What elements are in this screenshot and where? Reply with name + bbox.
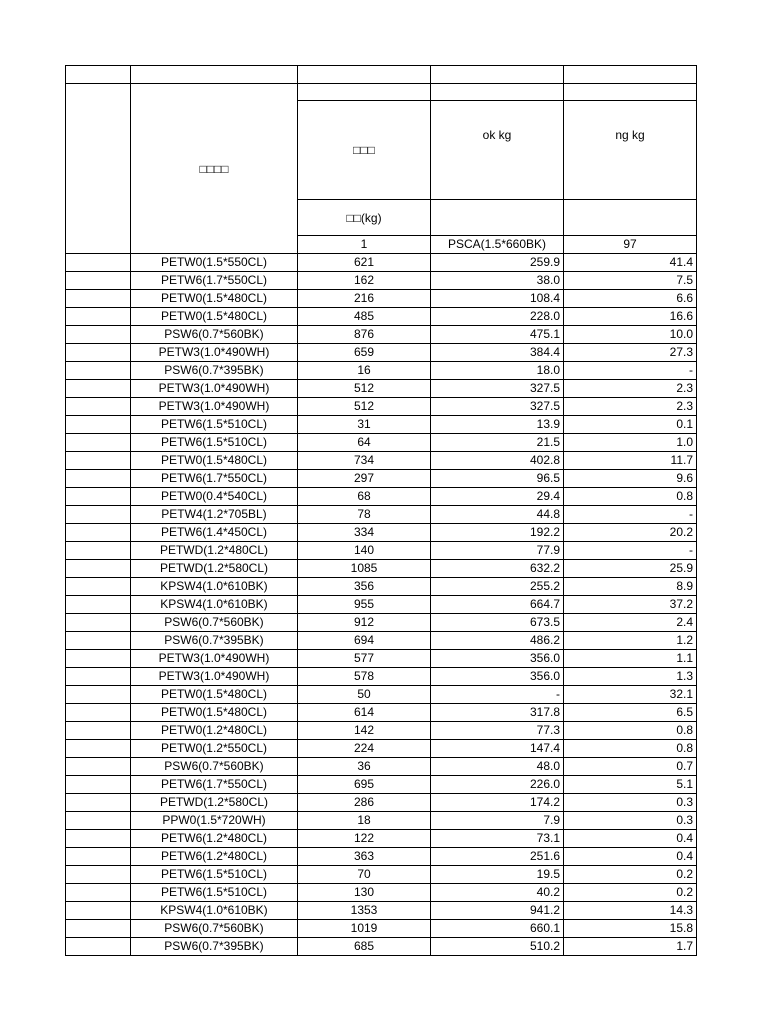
ng-kg-cell: 0.3 xyxy=(564,812,697,830)
product-name-cell: KPSW4(1.0*610BK) xyxy=(131,902,298,920)
product-name-cell: PSW6(0.7*395BK) xyxy=(131,938,298,956)
weight-cell: 876 xyxy=(298,326,431,344)
row-number-cell xyxy=(66,398,131,416)
weight-cell: 70 xyxy=(298,866,431,884)
table-row xyxy=(66,740,697,758)
product-name-cell: PETW0(1.5*480CL) xyxy=(131,686,298,704)
row-number-cell xyxy=(66,830,131,848)
ng-kg-cell: 1.1 xyxy=(564,650,697,668)
row-number-cell xyxy=(66,524,131,542)
row-number-cell xyxy=(66,650,131,668)
blank-cell xyxy=(298,66,431,84)
row-number-cell xyxy=(66,452,131,470)
row-number-cell xyxy=(66,686,131,704)
table-row xyxy=(66,776,697,794)
product-name-cell: PETW3(1.0*490WH) xyxy=(131,380,298,398)
ng-kg-cell: 8.9 xyxy=(564,578,697,596)
ok-kg-cell: 660.1 xyxy=(431,920,564,938)
ng-kg-cell: 15.8 xyxy=(564,920,697,938)
row-number-cell xyxy=(66,632,131,650)
row-number-cell xyxy=(66,344,131,362)
table-row xyxy=(66,812,697,830)
ok-kg-cell: 475.1 xyxy=(431,326,564,344)
row-number-cell xyxy=(66,704,131,722)
blank-cell xyxy=(131,66,298,84)
product-name-cell: PETW6(1.5*510CL) xyxy=(131,884,298,902)
blank-cell xyxy=(298,84,431,101)
weight-cell: 16 xyxy=(298,362,431,380)
product-name-cell: PETW3(1.0*490WH) xyxy=(131,668,298,686)
ng-kg-cell: - xyxy=(564,506,697,524)
ok-kg-cell: 48.0 xyxy=(431,758,564,776)
ng-kg-cell: 1.7 xyxy=(564,938,697,956)
row-number-cell xyxy=(66,866,131,884)
product-name-cell: PSW6(0.7*560BK) xyxy=(131,920,298,938)
product-name-cell: PSW6(0.7*395BK) xyxy=(131,362,298,380)
product-name-cell: PETW6(1.2*480CL) xyxy=(131,848,298,866)
ng-kg-cell: 9.6 xyxy=(564,470,697,488)
product-name-cell: KPSW4(1.0*610BK) xyxy=(131,596,298,614)
table-row xyxy=(66,632,697,650)
row-number-cell xyxy=(66,560,131,578)
table-row xyxy=(66,470,697,488)
row-number-cell xyxy=(66,596,131,614)
table-row xyxy=(66,668,697,686)
ok-kg-cell: 356.0 xyxy=(431,650,564,668)
ok-kg-cell: 673.5 xyxy=(431,614,564,632)
row-number-cell xyxy=(66,776,131,794)
product-name-cell: PETW0(1.2*480CL) xyxy=(131,722,298,740)
ng-kg-cell: - xyxy=(564,362,697,380)
table-row xyxy=(66,722,697,740)
blank-cell xyxy=(564,200,697,236)
product-name-cell: PSW6(0.7*560BK) xyxy=(131,326,298,344)
weight-cell: 224 xyxy=(298,740,431,758)
ok-kg-cell: 632.2 xyxy=(431,560,564,578)
row-number-cell xyxy=(66,794,131,812)
product-name-header: □□□□ xyxy=(131,84,298,254)
weight-cell: 97 xyxy=(564,236,697,254)
ng-kg-cell: 2.3 xyxy=(564,380,697,398)
weight-cell: 659 xyxy=(298,344,431,362)
blank-header-row xyxy=(66,66,697,84)
ng-kg-cell: 5.1 xyxy=(564,776,697,794)
row-number-cell xyxy=(66,326,131,344)
product-name-cell: PETW0(0.4*540CL) xyxy=(131,488,298,506)
table-row xyxy=(66,344,697,362)
product-name-cell: PSW6(0.7*560BK) xyxy=(131,614,298,632)
table-row xyxy=(66,290,697,308)
weight-cell: 334 xyxy=(298,524,431,542)
ok-kg-cell: 29.4 xyxy=(431,488,564,506)
ok-kg-cell: 941.2 xyxy=(431,902,564,920)
ng-kg-cell: 1.0 xyxy=(564,434,697,452)
total-weight-header: □□□ xyxy=(298,101,431,200)
weight-cell: 286 xyxy=(298,794,431,812)
blank-cell xyxy=(564,84,697,101)
row-number-cell xyxy=(66,416,131,434)
ng-kg-cell: 0.4 xyxy=(564,848,697,866)
ok-kg-cell: 327.5 xyxy=(431,380,564,398)
ok-kg-cell: 510.2 xyxy=(431,938,564,956)
ng-kg-cell: 0.2 xyxy=(564,866,697,884)
ng-kg-cell: 1.2 xyxy=(564,632,697,650)
table-row xyxy=(66,938,697,956)
weight-cell: 1019 xyxy=(298,920,431,938)
row-number-cell xyxy=(66,614,131,632)
ok-kg-cell: 664.7 xyxy=(431,596,564,614)
table-row xyxy=(66,326,697,344)
weight-cell: 363 xyxy=(298,848,431,866)
table-row xyxy=(66,308,697,326)
weight-cell: 78 xyxy=(298,506,431,524)
row-number-cell xyxy=(66,848,131,866)
weight-cell: 130 xyxy=(298,884,431,902)
product-name-cell: PSW6(0.7*560BK) xyxy=(131,758,298,776)
table-row xyxy=(66,866,697,884)
ng-kg-cell: 41.4 xyxy=(564,254,697,272)
no-header-cell xyxy=(66,84,131,254)
ok-kg-cell: 192.2 xyxy=(431,524,564,542)
ng-kg-cell: 0.1 xyxy=(564,416,697,434)
ng-kg-cell: 14.3 xyxy=(564,902,697,920)
weight-cell: 1085 xyxy=(298,560,431,578)
row-number-cell xyxy=(66,308,131,326)
ng-kg-cell: 1.3 xyxy=(564,668,697,686)
row-number-cell xyxy=(66,488,131,506)
ng-kg-cell: 2.4 xyxy=(564,614,697,632)
product-name-cell: PETW6(1.5*510CL) xyxy=(131,416,298,434)
table-row xyxy=(66,524,697,542)
product-name-cell: PETW6(1.4*450CL) xyxy=(131,524,298,542)
ok-kg-cell: 402.8 xyxy=(431,452,564,470)
row-number-cell xyxy=(66,812,131,830)
table-row xyxy=(66,488,697,506)
weight-cell: 356 xyxy=(298,578,431,596)
ok-kg-header: ok kg xyxy=(431,101,564,200)
ok-kg-cell: 96.5 xyxy=(431,470,564,488)
ng-kg-cell: 37.2 xyxy=(564,596,697,614)
table-row xyxy=(66,902,697,920)
product-name-cell: PETW6(1.5*510CL) xyxy=(131,434,298,452)
row-number-cell xyxy=(66,902,131,920)
ok-kg-cell: 40.2 xyxy=(431,884,564,902)
ng-kg-cell: 25.9 xyxy=(564,560,697,578)
product-name-cell: PETW3(1.0*490WH) xyxy=(131,650,298,668)
table-row xyxy=(66,452,697,470)
weight-cell: 955 xyxy=(298,596,431,614)
ng-kg-cell: 2.3 xyxy=(564,398,697,416)
ok-kg-cell: 251.6 xyxy=(431,848,564,866)
weight-cell: 614 xyxy=(298,704,431,722)
weight-cell: 68 xyxy=(298,488,431,506)
weight-cell: 216 xyxy=(298,290,431,308)
table-row xyxy=(66,416,697,434)
ok-kg-cell: 356.0 xyxy=(431,668,564,686)
ng-kg-cell: 16.6 xyxy=(564,308,697,326)
product-name-cell: PETW0(1.5*550CL) xyxy=(131,254,298,272)
row-number-cell xyxy=(66,470,131,488)
weight-cell: 577 xyxy=(298,650,431,668)
table-row xyxy=(66,596,697,614)
row-number-cell xyxy=(66,938,131,956)
table-row xyxy=(66,398,697,416)
ok-kg-cell: 384.4 xyxy=(431,344,564,362)
weight-cell: 695 xyxy=(298,776,431,794)
ng-kg-cell: 0.7 xyxy=(564,758,697,776)
weight-cell: 734 xyxy=(298,452,431,470)
table-row xyxy=(66,884,697,902)
ok-kg-cell: 147.4 xyxy=(431,740,564,758)
ok-kg-cell: 73.1 xyxy=(431,830,564,848)
weight-cell: 621 xyxy=(298,254,431,272)
ng-kg-cell: 0.3 xyxy=(564,794,697,812)
product-name-cell: PETW6(1.2*480CL) xyxy=(131,830,298,848)
ng-kg-cell: 6.5 xyxy=(564,704,697,722)
weight-cell: 578 xyxy=(298,668,431,686)
ok-kg-cell: 259.9 xyxy=(431,254,564,272)
product-name-cell: PPW0(1.5*720WH) xyxy=(131,812,298,830)
table-row xyxy=(66,560,697,578)
row-number-cell: 1 xyxy=(298,236,431,254)
product-name-cell: PETWD(1.2*580CL) xyxy=(131,560,298,578)
table-row xyxy=(66,380,697,398)
row-number-cell xyxy=(66,290,131,308)
ok-kg-cell: 18.0 xyxy=(431,362,564,380)
ng-kg-header: ng kg xyxy=(564,101,697,200)
table-row xyxy=(66,506,697,524)
table-row xyxy=(66,434,697,452)
ok-kg-cell: 19.5 xyxy=(431,866,564,884)
ok-kg-cell: 108.4 xyxy=(431,290,564,308)
ok-kg-cell: 174.2 xyxy=(431,794,564,812)
product-name-cell: PSW6(0.7*395BK) xyxy=(131,632,298,650)
ng-kg-cell: 7.5 xyxy=(564,272,697,290)
ok-kg-cell: 38.0 xyxy=(431,272,564,290)
row-number-cell xyxy=(66,506,131,524)
weight-cell: 140 xyxy=(298,542,431,560)
row-number-cell xyxy=(66,434,131,452)
product-name-cell: KPSW4(1.0*610BK) xyxy=(131,578,298,596)
blank-cell xyxy=(66,66,131,84)
row-number-cell xyxy=(66,380,131,398)
table-row xyxy=(66,758,697,776)
product-name-cell: PSCA(1.5*660BK) xyxy=(431,236,564,254)
weight-cell: 162 xyxy=(298,272,431,290)
ok-kg-cell: 228.0 xyxy=(431,308,564,326)
ng-kg-cell: 0.8 xyxy=(564,740,697,758)
weight-cell: 297 xyxy=(298,470,431,488)
row-number-cell xyxy=(66,668,131,686)
row-number-cell xyxy=(66,578,131,596)
row-number-cell xyxy=(66,722,131,740)
product-name-cell: PETWD(1.2*580CL) xyxy=(131,794,298,812)
ok-kg-cell: 7.9 xyxy=(431,812,564,830)
weight-cell: 18 xyxy=(298,812,431,830)
ok-kg-cell: 21.5 xyxy=(431,434,564,452)
weight-cell: 31 xyxy=(298,416,431,434)
table-row xyxy=(66,704,697,722)
row-number-cell xyxy=(66,884,131,902)
production-table xyxy=(65,65,697,956)
product-name-cell: PETW3(1.0*490WH) xyxy=(131,344,298,362)
table-row xyxy=(66,272,697,290)
product-name-cell: PETW4(1.2*705BL) xyxy=(131,506,298,524)
ng-kg-cell: 27.3 xyxy=(564,344,697,362)
product-name-cell: PETW6(1.7*550CL) xyxy=(131,272,298,290)
weight-unit-header: □□(kg) xyxy=(298,200,431,236)
ng-kg-cell: 10.0 xyxy=(564,326,697,344)
product-name-cell: PETW0(1.5*480CL) xyxy=(131,308,298,326)
ng-kg-cell: 0.8 xyxy=(564,722,697,740)
ng-kg-cell: 32.1 xyxy=(564,686,697,704)
weight-cell: 512 xyxy=(298,398,431,416)
header-subrow xyxy=(66,84,697,101)
product-name-cell: PETW6(1.7*550CL) xyxy=(131,470,298,488)
product-name-cell: PETW6(1.5*510CL) xyxy=(131,866,298,884)
weight-cell: 142 xyxy=(298,722,431,740)
ok-kg-cell: 77.3 xyxy=(431,722,564,740)
table-row xyxy=(66,578,697,596)
ng-kg-cell: 0.8 xyxy=(564,488,697,506)
ok-kg-cell: - xyxy=(431,686,564,704)
row-number-cell xyxy=(66,740,131,758)
weight-cell: 694 xyxy=(298,632,431,650)
table-row xyxy=(66,254,697,272)
ok-kg-cell: 44.8 xyxy=(431,506,564,524)
ng-kg-cell: 20.2 xyxy=(564,524,697,542)
table-row xyxy=(66,794,697,812)
ng-kg-cell: 11.7 xyxy=(564,452,697,470)
weight-cell: 485 xyxy=(298,308,431,326)
weight-cell: 685 xyxy=(298,938,431,956)
blank-cell xyxy=(431,66,564,84)
row-number-cell xyxy=(66,758,131,776)
ok-kg-cell: 486.2 xyxy=(431,632,564,650)
weight-cell: 50 xyxy=(298,686,431,704)
ng-kg-cell: - xyxy=(564,542,697,560)
ok-kg-cell: 317.8 xyxy=(431,704,564,722)
table-row xyxy=(66,614,697,632)
ok-kg-cell: 13.9 xyxy=(431,416,564,434)
ng-kg-cell: 0.4 xyxy=(564,830,697,848)
row-number-cell xyxy=(66,542,131,560)
product-name-cell: PETWD(1.2*480CL) xyxy=(131,542,298,560)
ok-kg-cell: 255.2 xyxy=(431,578,564,596)
table-row xyxy=(66,830,697,848)
table-row xyxy=(66,848,697,866)
table-row xyxy=(66,542,697,560)
blank-cell xyxy=(431,200,564,236)
product-name-cell: PETW0(1.2*550CL) xyxy=(131,740,298,758)
product-name-cell: PETW3(1.0*490WH) xyxy=(131,398,298,416)
ng-kg-cell: 6.6 xyxy=(564,290,697,308)
product-name-cell: PETW6(1.7*550CL) xyxy=(131,776,298,794)
table-row xyxy=(66,686,697,704)
weight-cell: 122 xyxy=(298,830,431,848)
weight-cell: 64 xyxy=(298,434,431,452)
weight-cell: 36 xyxy=(298,758,431,776)
table-row xyxy=(66,650,697,668)
weight-cell: 912 xyxy=(298,614,431,632)
weight-cell: 512 xyxy=(298,380,431,398)
table-row xyxy=(66,920,697,938)
ok-kg-cell: 327.5 xyxy=(431,398,564,416)
row-number-cell xyxy=(66,920,131,938)
weight-cell: 1353 xyxy=(298,902,431,920)
row-number-cell xyxy=(66,362,131,380)
ng-kg-cell: 0.2 xyxy=(564,884,697,902)
product-name-cell: PETW0(1.5*480CL) xyxy=(131,290,298,308)
row-number-cell xyxy=(66,254,131,272)
ok-kg-cell: 226.0 xyxy=(431,776,564,794)
product-name-cell: PETW0(1.5*480CL) xyxy=(131,704,298,722)
product-name-cell: PETW0(1.5*480CL) xyxy=(131,452,298,470)
table-row xyxy=(66,362,697,380)
blank-cell xyxy=(564,66,697,84)
blank-cell xyxy=(431,84,564,101)
row-number-cell xyxy=(66,272,131,290)
ok-kg-cell: 77.9 xyxy=(431,542,564,560)
